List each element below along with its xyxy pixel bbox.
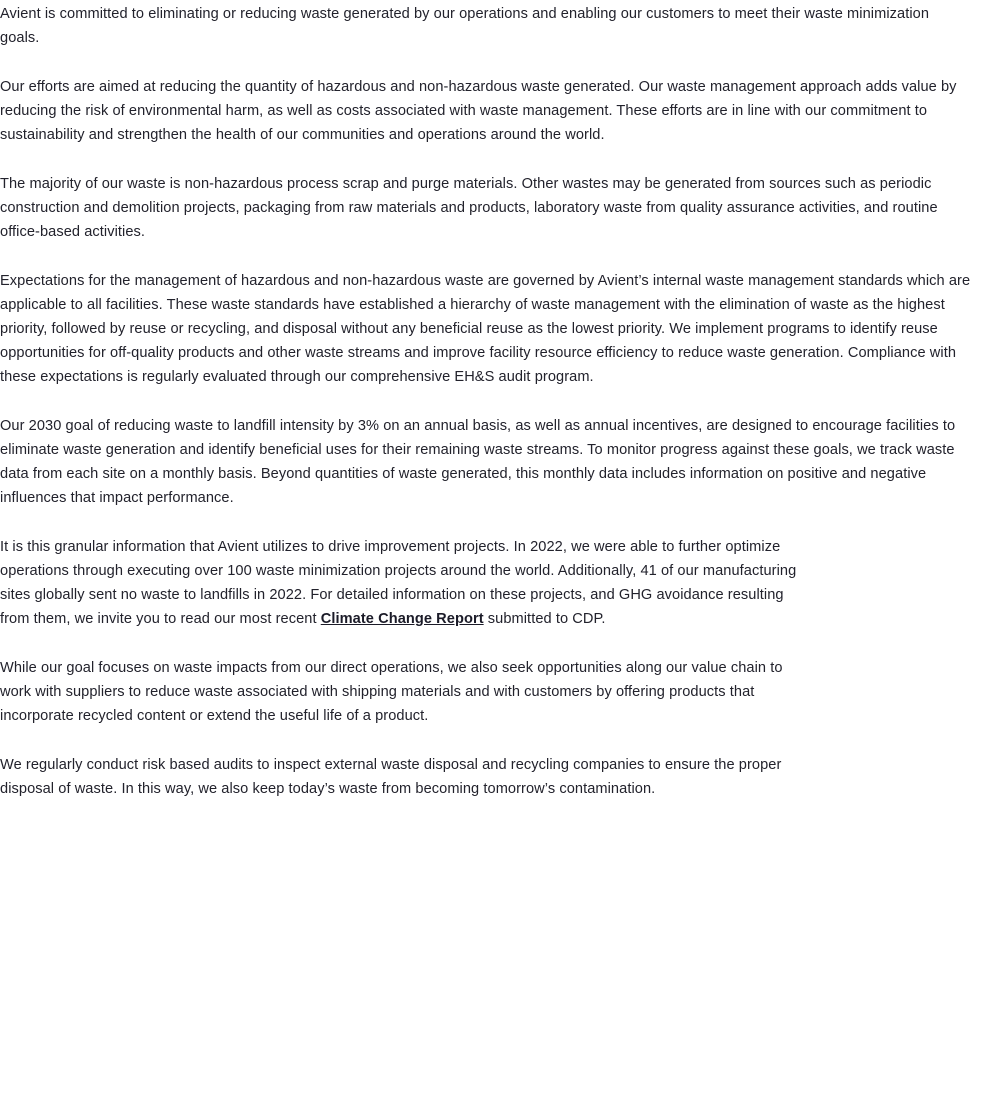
paragraph-waste-sources: The majority of our waste is non-hazardous process scrap and purge materials. Other wastes may be generated from sources such as periodic construction and demolition projects, packaging from raw materials and products, laboratory waste from quality assurance activities, and routine office-based activities. bbox=[0, 176, 938, 240]
paragraph-intro: Avient is committed to eliminating or reducing waste generated by our operations and enabling our customers to meet their waste minimization goals. bbox=[0, 6, 930, 46]
paragraph-audits: We regularly conduct risk based audits to inspect external waste disposal and recycling companies to ensure the proper disposal of waste. In this way, we also keep today’s waste from becoming tomorrow’s contamination. bbox=[0, 757, 782, 797]
paragraph-text-after-link: submitted to CDP. bbox=[483, 611, 606, 627]
climate-change-report-link[interactable]: Climate Change Report bbox=[320, 611, 484, 627]
paragraph-text-before-link: It is this granular information that Avient utilizes to drive improvement projects. In 2022, we were able to further optimize operations through executing over 100 waste minimization projects around the world. Additionally, 41 of our manufacturing sites globally sent no waste to landfills in 2022. For detailed information on these projects, and GHG avoidance resulting from them, we invite you to read our most recent bbox=[0, 539, 797, 627]
paragraph-granular-information bbox=[0, 535, 800, 631]
paragraph-expectations: Expectations for the management of hazardous and non-hazardous waste are governed by Avient’s internal waste management standards which are applicable to all facilities. These waste standards have established a hierarchy of waste management with the elimination of waste as the highest priority, followed by reuse or recycling, and disposal without any beneficial reuse as the lowest priority. We implement programs to identify reuse opportunities for off-quality products and other waste streams and improve facility resource efficiency to reduce waste generation. Compliance with these expectations is regularly evaluated through our comprehensive EH&S audit program. bbox=[0, 273, 971, 385]
paragraph-value-chain: While our goal focuses on waste impacts from our direct operations, we also seek opportunities along our value chain to work with suppliers to reduce waste associated with shipping materials and with customers by offering products that incorporate recycled content or extend the useful life of a product. bbox=[0, 660, 783, 724]
paragraph-efforts: Our efforts are aimed at reducing the quantity of hazardous and non-hazardous waste generated. Our waste management approach adds value by reducing the risk of environmental harm, as well as costs associated with waste management. These efforts are in line with our commitment to sustainability and strengthen the health of our communities and operations around the world. bbox=[0, 79, 957, 143]
paragraph-2030-goal: Our 2030 goal of reducing waste to landfill intensity by 3% on an annual basis, as well as annual incentives, are designed to encourage facilities to eliminate waste generation and identify beneficial uses for their remaining waste streams. To monitor progress against these goals, we track waste data from each site on a monthly basis. Beyond quantities of waste generated, this monthly data includes information on positive and negative influences that impact performance. bbox=[0, 418, 956, 506]
